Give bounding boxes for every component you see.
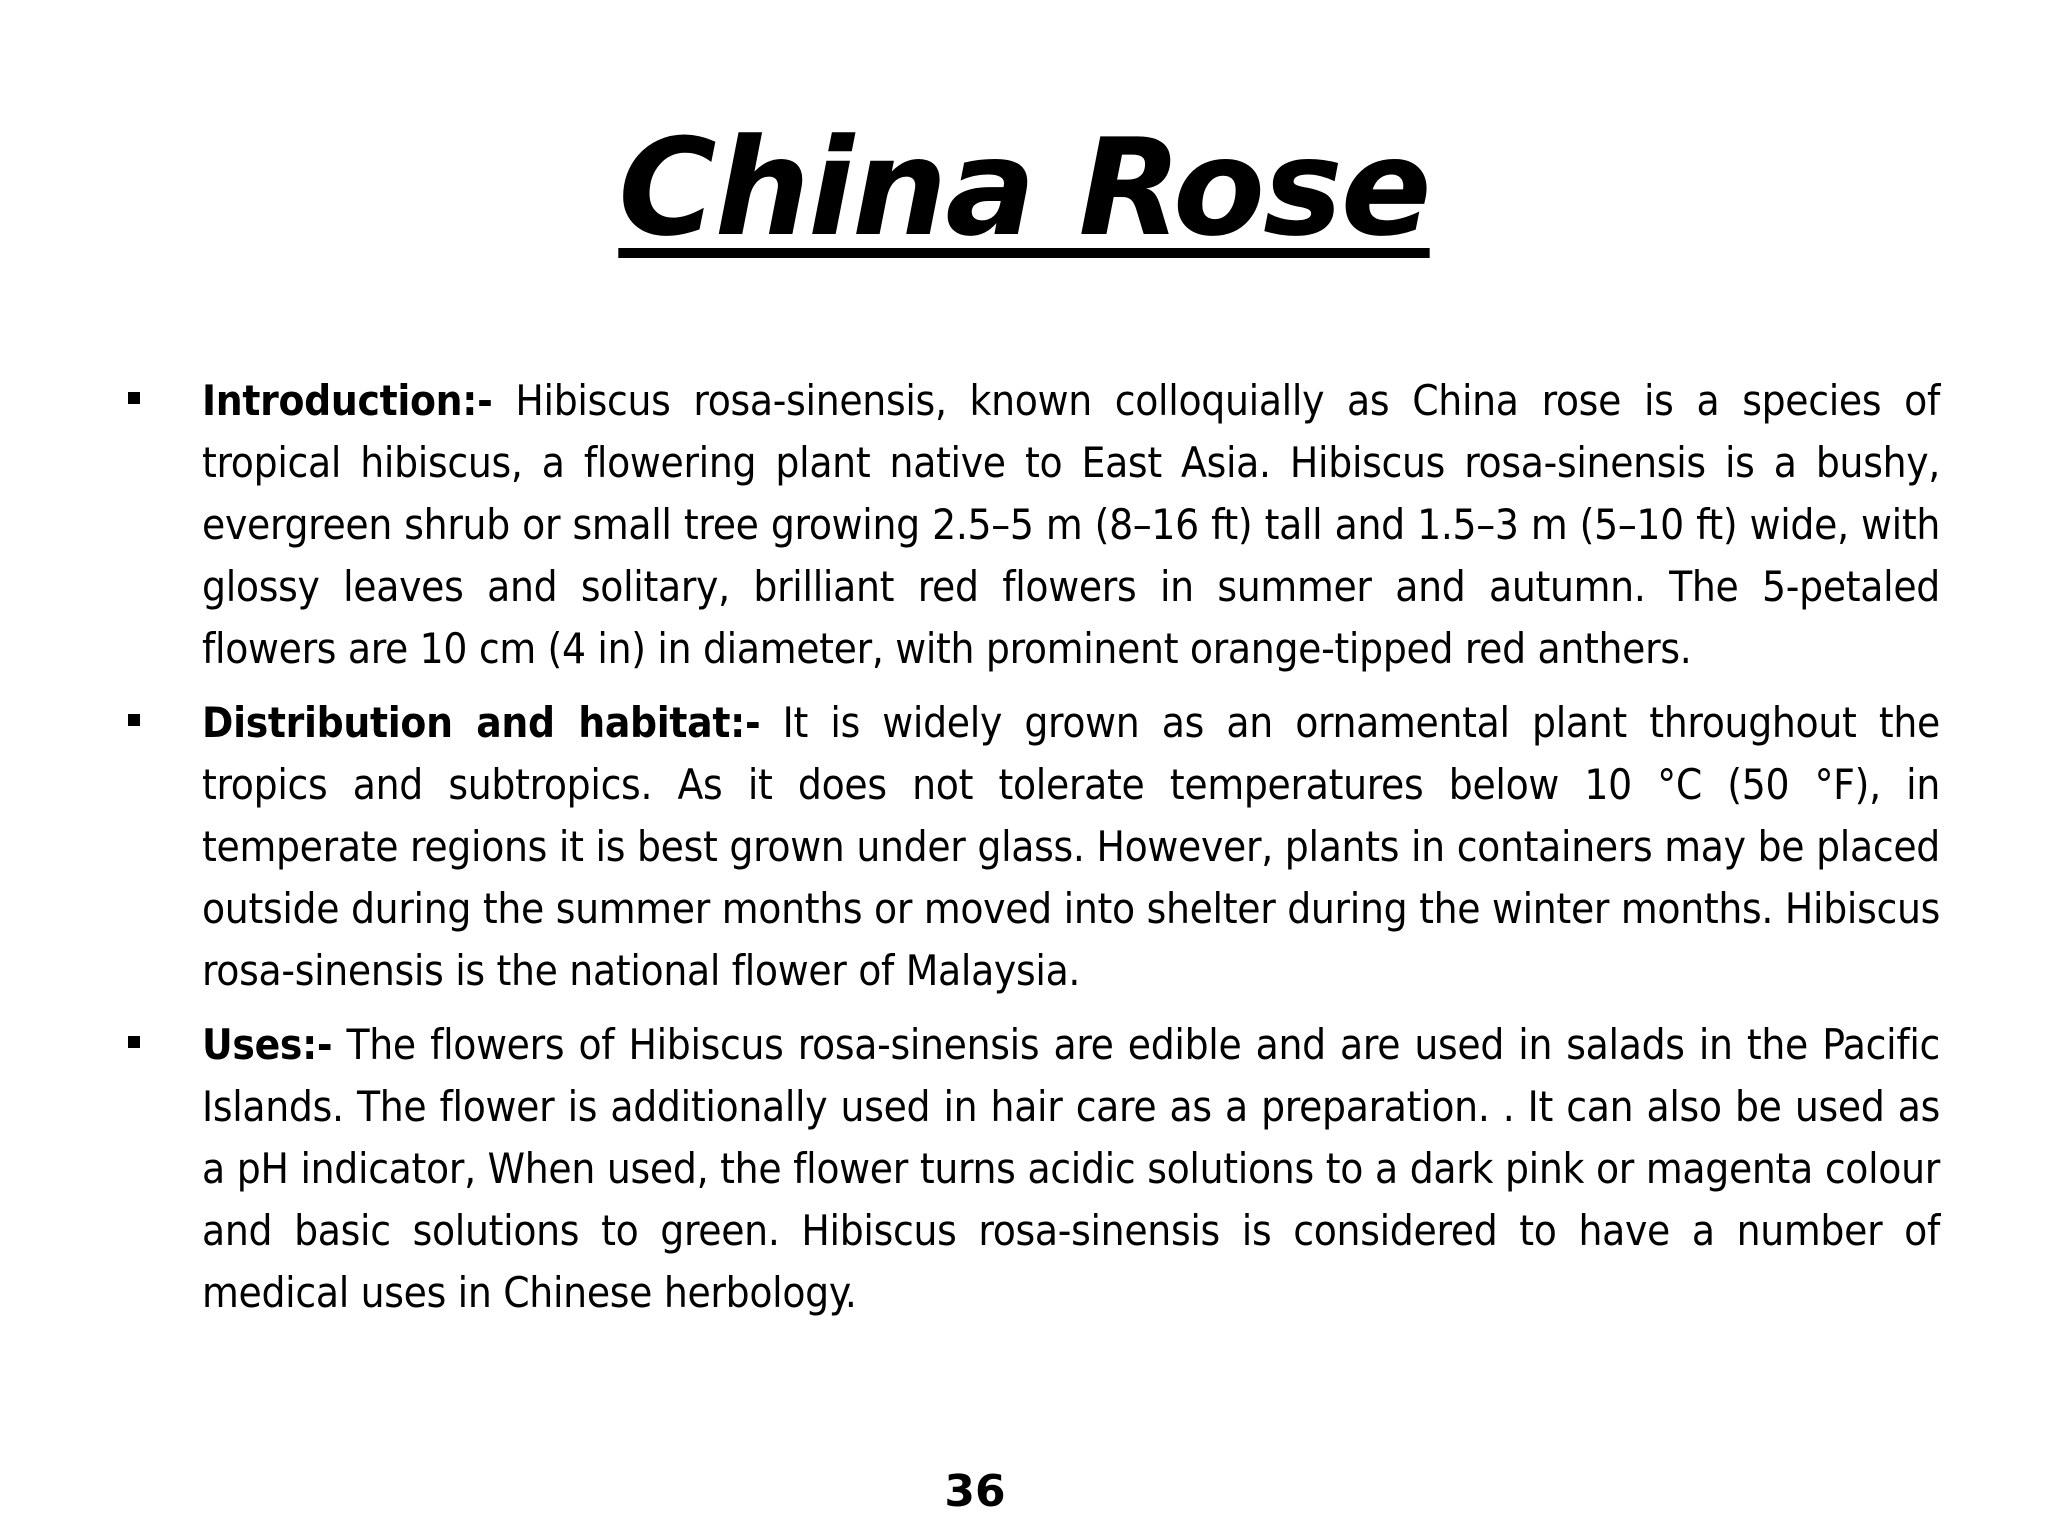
bullet-text: It is widely grown as an ornamental plant throughout the tropics and subtropics. As it does not tolerate temperatures below 10 °C (50 °F), in temperate regions it is best grown under glass. However, plants in containers may be placed outside during the summer months or moved into shelter during the winter months. Hibiscus rosa-sinensis is the national flower of Malaysia. xyxy=(202,698,1940,995)
bullet-distribution-habitat xyxy=(128,692,1940,1002)
bullet-introduction xyxy=(128,370,1940,680)
square-bullet-icon xyxy=(128,714,140,726)
bullet-label: Introduction:- xyxy=(202,376,493,425)
bullet-text: The flowers of Hibiscus rosa-sinensis are edible and are used in salads in the Pacific Islands. The flower is additionally used in hair care as a preparation. . It can also be used as a pH indicator, When used, the flower turns acidic solutions to a dark pink or magenta colour and basic solutions to green. Hibiscus rosa-sinensis is considered to have a number of medical uses in Chinese herbology. xyxy=(202,1020,1940,1317)
bullet-label: Distribution and habitat:- xyxy=(202,698,761,747)
bullet-label: Uses:- xyxy=(202,1020,333,1069)
page-number: 36 xyxy=(944,1466,1006,1517)
bullet-uses xyxy=(128,1014,1940,1324)
bullet-text: Hibiscus rosa-sinensis, known colloquially as China rose is a species of tropical hibiscus, a flowering plant native to East Asia. Hibiscus rosa-sinensis is a bushy, evergreen shrub or small tree growing 2.5–5 m (8–16 ft) tall and 1.5–3 m (5–10 ft) wide, with glossy leaves and solitary, brilliant red flowers in summer and autumn. The 5-petaled flowers are 10 cm (4 in) in diameter, with prominent orange-tipped red anthers. xyxy=(202,376,1940,673)
slide-title-text: China Rose xyxy=(618,110,1430,266)
square-bullet-icon xyxy=(128,1036,140,1048)
slide-title xyxy=(0,108,2048,268)
square-bullet-icon xyxy=(128,392,140,404)
bullet-list xyxy=(128,370,1940,1336)
